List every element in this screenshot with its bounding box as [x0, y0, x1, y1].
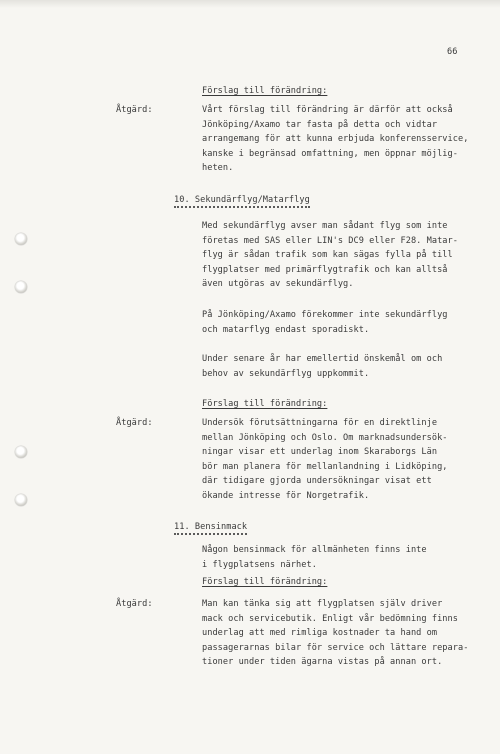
text-line: Jönköping/Axamo tar fasta på detta och vidtar — [202, 119, 438, 130]
text-line: ökande intresse för Norgetrafik. — [202, 490, 370, 501]
text-line: mellan Jönköping och Oslo. Om marknadsundersök- — [202, 432, 448, 443]
paragraph — [202, 219, 458, 292]
paragraph — [202, 597, 468, 670]
text-line: arrangemang för att kunna erbjuda konferensservice, — [202, 134, 469, 145]
paragraph — [202, 103, 468, 176]
paragraph — [202, 416, 448, 504]
text-line: Man kan tänka sig att flygplatsen själv driver — [202, 599, 443, 609]
text-line: företas med SAS eller LIN's DC9 eller F28. Matar- — [202, 235, 458, 246]
punch-hole — [15, 494, 27, 506]
proposal-heading: Förslag till förändring: — [202, 399, 328, 409]
punch-hole — [15, 233, 27, 245]
text-line: flyg är sådan trafik som kan sägas fylla på till — [202, 250, 453, 261]
punch-hole — [15, 446, 27, 458]
text-line: passagerarnas bilar för service och lättare repara- — [202, 642, 469, 653]
text-line: På Jönköping/Axamo förekommer inte sekundärflyg — [202, 310, 448, 320]
paragraph — [202, 352, 442, 381]
text-line: tioner under tiden ägarna vistas på annan ort. — [202, 657, 443, 668]
text-line: heten. — [202, 163, 234, 174]
section-heading: 11. Bensinmack — [174, 521, 247, 535]
action-label: Åtgärd: — [116, 105, 153, 115]
proposal-heading: Förslag till förändring: — [202, 86, 328, 96]
text-line: Undersök förutsättningarna för en direktlinje — [202, 418, 438, 428]
text-line: och matarflyg endast sporadiskt. — [202, 324, 370, 335]
page-top-edge — [0, 0, 500, 8]
paragraph — [202, 308, 448, 337]
paragraph — [202, 543, 427, 572]
text-line: underlag att med rimliga kostnader ta hand om — [202, 628, 438, 639]
text-line: där tidigare gjorda undersökningar visat ett — [202, 476, 432, 487]
text-line: i flygplatsens närhet. — [202, 559, 317, 570]
action-label: Åtgärd: — [116, 599, 153, 609]
text-line: Någon bensinmack för allmänheten finns inte — [202, 545, 427, 555]
punch-hole — [15, 281, 27, 293]
text-line: behov av sekundärflyg uppkommit. — [202, 368, 370, 379]
text-line: Med sekundärflyg avser man sådant flyg som inte — [202, 221, 448, 231]
page-number: 66 — [447, 47, 458, 57]
text-line: Under senare år har emellertid önskemål om och — [202, 354, 443, 364]
text-line: flygplatser med primärflygtrafik och kan alltså — [202, 264, 448, 275]
text-line: ningar visar ett underlag inom Skaraborgs Län — [202, 447, 438, 458]
text-line: även utgöras av sekundärflyg. — [202, 279, 354, 290]
text-line: bör man planera för mellanlandning i Lidköping, — [202, 461, 448, 472]
proposal-heading: Förslag till förändring: — [202, 577, 328, 587]
text-line: kanske i begränsad omfattning, men öppnar möjlig- — [202, 148, 458, 159]
text-line: Vårt förslag till förändring är därför att också — [202, 105, 453, 115]
section-heading: 10. Sekundärflyg/Matarflyg — [174, 194, 310, 208]
action-label: Åtgärd: — [116, 418, 153, 428]
text-line: mack och servicebutik. Enligt vår bedömning finns — [202, 613, 458, 624]
